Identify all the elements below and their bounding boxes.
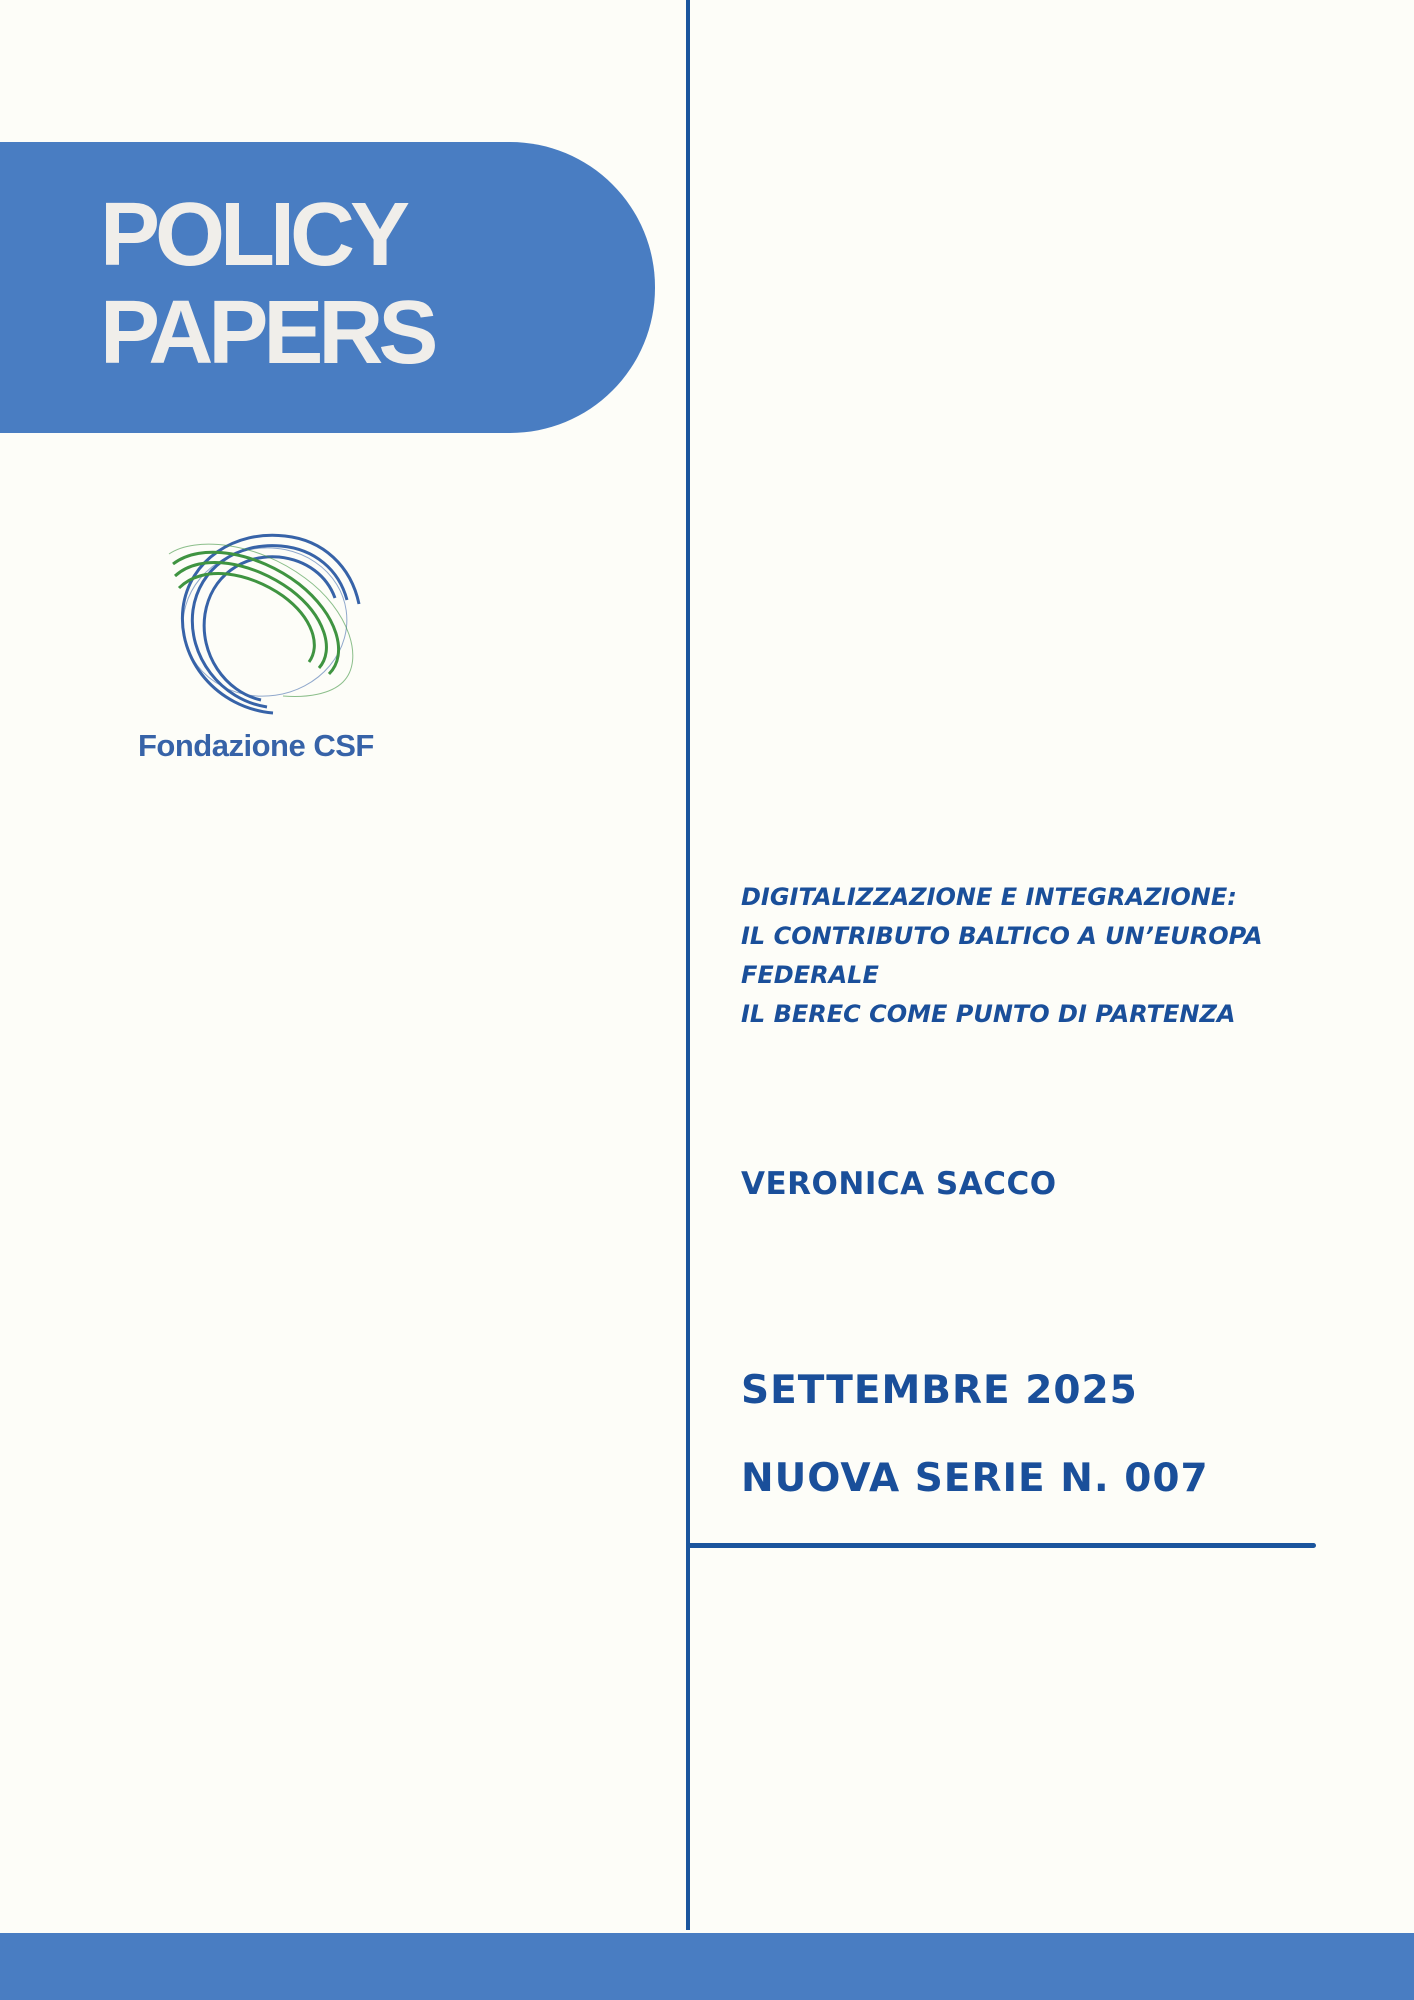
vertical-divider <box>686 0 690 1930</box>
paper-title-line-1: DIGITALIZZAZIONE E INTEGRAZIONE: <box>741 883 1237 911</box>
paper-title-line-2: IL CONTRIBUTO BALTICO A UN’EUROPA <box>741 922 1263 950</box>
author-name: VERONICA SACCO <box>741 1166 1057 1202</box>
series-title-line-1: POLICY <box>100 185 406 285</box>
publication-date: SETTEMBRE 2025 <box>741 1368 1138 1413</box>
series-title-line-2: PAPERS <box>100 283 434 383</box>
logo-name: Fondazione CSF <box>138 728 374 763</box>
series-number: NUOVA SERIE N. 007 <box>741 1456 1209 1501</box>
interlaced-rings-logo-icon <box>165 530 375 720</box>
horizontal-divider <box>688 1543 1316 1548</box>
paper-title-line-3: FEDERALE <box>741 961 879 989</box>
paper-title <box>741 878 1381 1034</box>
fondazione-csf-logo <box>130 530 420 770</box>
footer-bar <box>0 1933 1414 2000</box>
paper-title-line-4: IL BEREC COME PUNTO DI PARTENZA <box>741 1000 1236 1028</box>
series-title <box>100 186 433 382</box>
